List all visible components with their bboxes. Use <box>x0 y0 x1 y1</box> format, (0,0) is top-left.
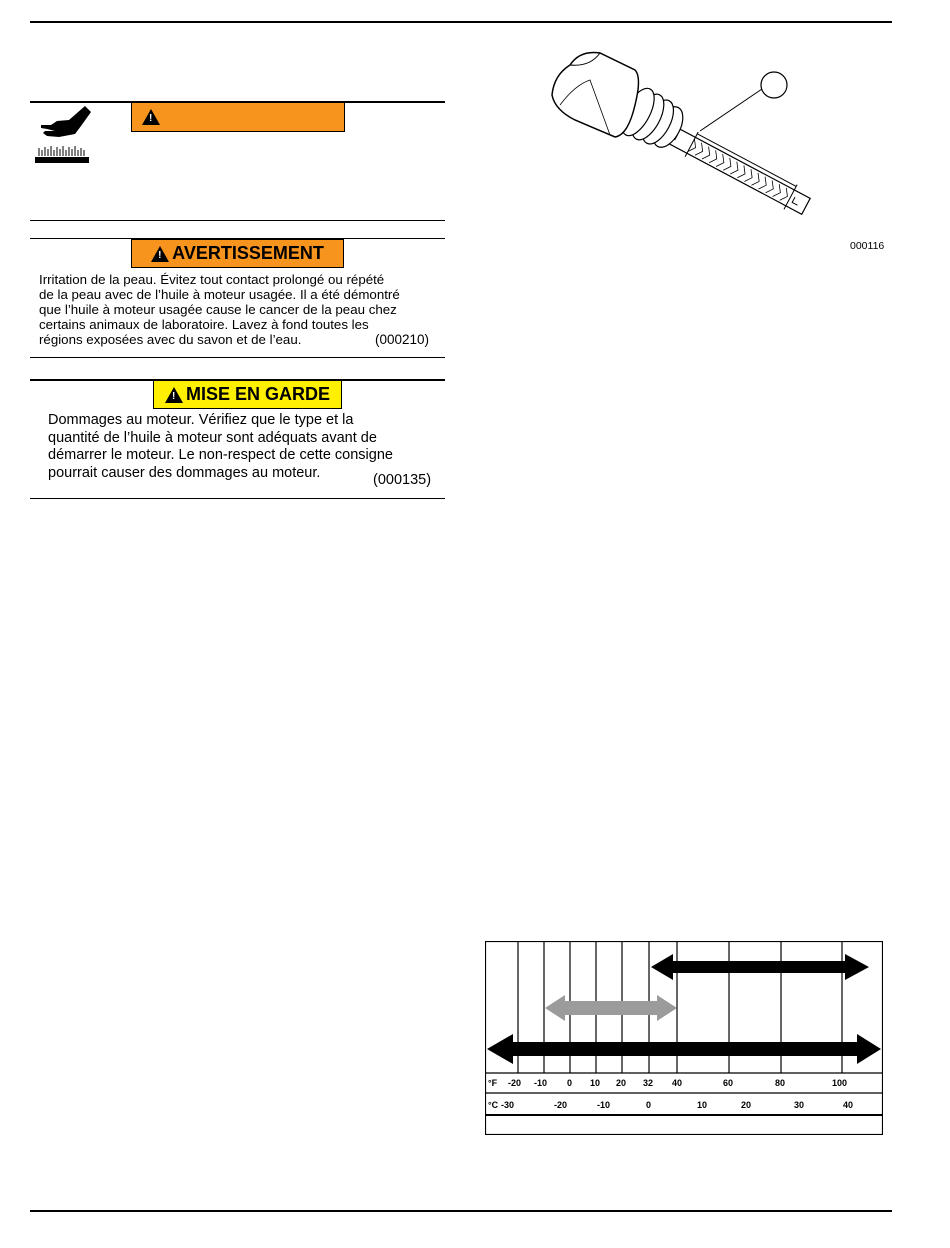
text-line: quantité de l’huile à moteur sont adéquats avant de <box>48 429 377 446</box>
f-tick: 60 <box>723 1078 734 1088</box>
c-tick: -20 <box>554 1100 568 1110</box>
warning-triangle-icon: ! <box>165 387 183 403</box>
c-tick: -30 <box>501 1100 515 1110</box>
c-tick: -10 <box>597 1100 611 1110</box>
f-tick: 32 <box>643 1078 654 1088</box>
mise-en-garde-bottom-rule <box>30 498 445 499</box>
text-line: régions exposées avec du savon et de l’eau. <box>39 332 302 347</box>
top-rule <box>30 21 892 23</box>
warning-triangle-icon: ! <box>142 109 160 125</box>
c-tick: 30 <box>794 1100 805 1110</box>
f-tick: -20 <box>508 1078 522 1088</box>
c-tick: 0 <box>646 1100 652 1110</box>
c-tick: 20 <box>741 1100 752 1110</box>
mise-en-garde-title: MISE EN GARDE <box>185 384 331 404</box>
avertissement-title: AVERTISSEMENT <box>172 243 324 263</box>
hot-warning-bottom-rule <box>30 220 445 221</box>
text-line: Dommages au moteur. Vérifiez que le type et la <box>48 412 354 428</box>
oil-temperature-chart <box>485 941 883 1135</box>
text-line: pourrait causer des dommages au moteur. <box>48 464 321 481</box>
mise-en-garde-code: (000135) <box>373 472 432 488</box>
f-tick: 80 <box>775 1078 786 1088</box>
f-tick: 0 <box>567 1078 573 1088</box>
text-line: démarrer le moteur. Le non-respect de cette consigne <box>48 447 393 463</box>
mise-en-garde-banner <box>153 380 342 409</box>
f-tick: 20 <box>616 1078 627 1088</box>
figure-code: 000116 <box>850 240 885 252</box>
f-tick: 40 <box>672 1078 683 1088</box>
c-tick: 10 <box>697 1100 708 1110</box>
warning-triangle-icon: ! <box>151 246 169 262</box>
f-tick: 10 <box>590 1078 601 1088</box>
text-line: que l’huile à moteur usagée cause le cancer de la peau chez <box>39 302 397 317</box>
hot-surface-hand-icon <box>33 104 93 166</box>
bottom-rule <box>30 1210 892 1212</box>
avertissement-banner <box>131 239 344 268</box>
dipstick-illustration <box>540 45 830 230</box>
hot-warning-banner <box>131 102 345 132</box>
text-line: Irritation de la peau. Évitez tout contact prolongé ou répété <box>39 272 385 287</box>
f-tick: -10 <box>534 1078 548 1088</box>
fahrenheit-unit: °F <box>488 1078 498 1088</box>
c-tick: 40 <box>843 1100 854 1110</box>
text-line: certains animaux de laboratoire. Lavez à fond toutes les <box>39 317 369 332</box>
avertissement-bottom-rule <box>30 357 445 358</box>
celsius-unit: °C <box>488 1100 499 1110</box>
avertissement-code: (000210) <box>375 332 430 347</box>
text-line: de la peau avec de l’huile à moteur usagée. Il a été démontré <box>39 287 400 302</box>
f-tick: 100 <box>832 1078 848 1088</box>
